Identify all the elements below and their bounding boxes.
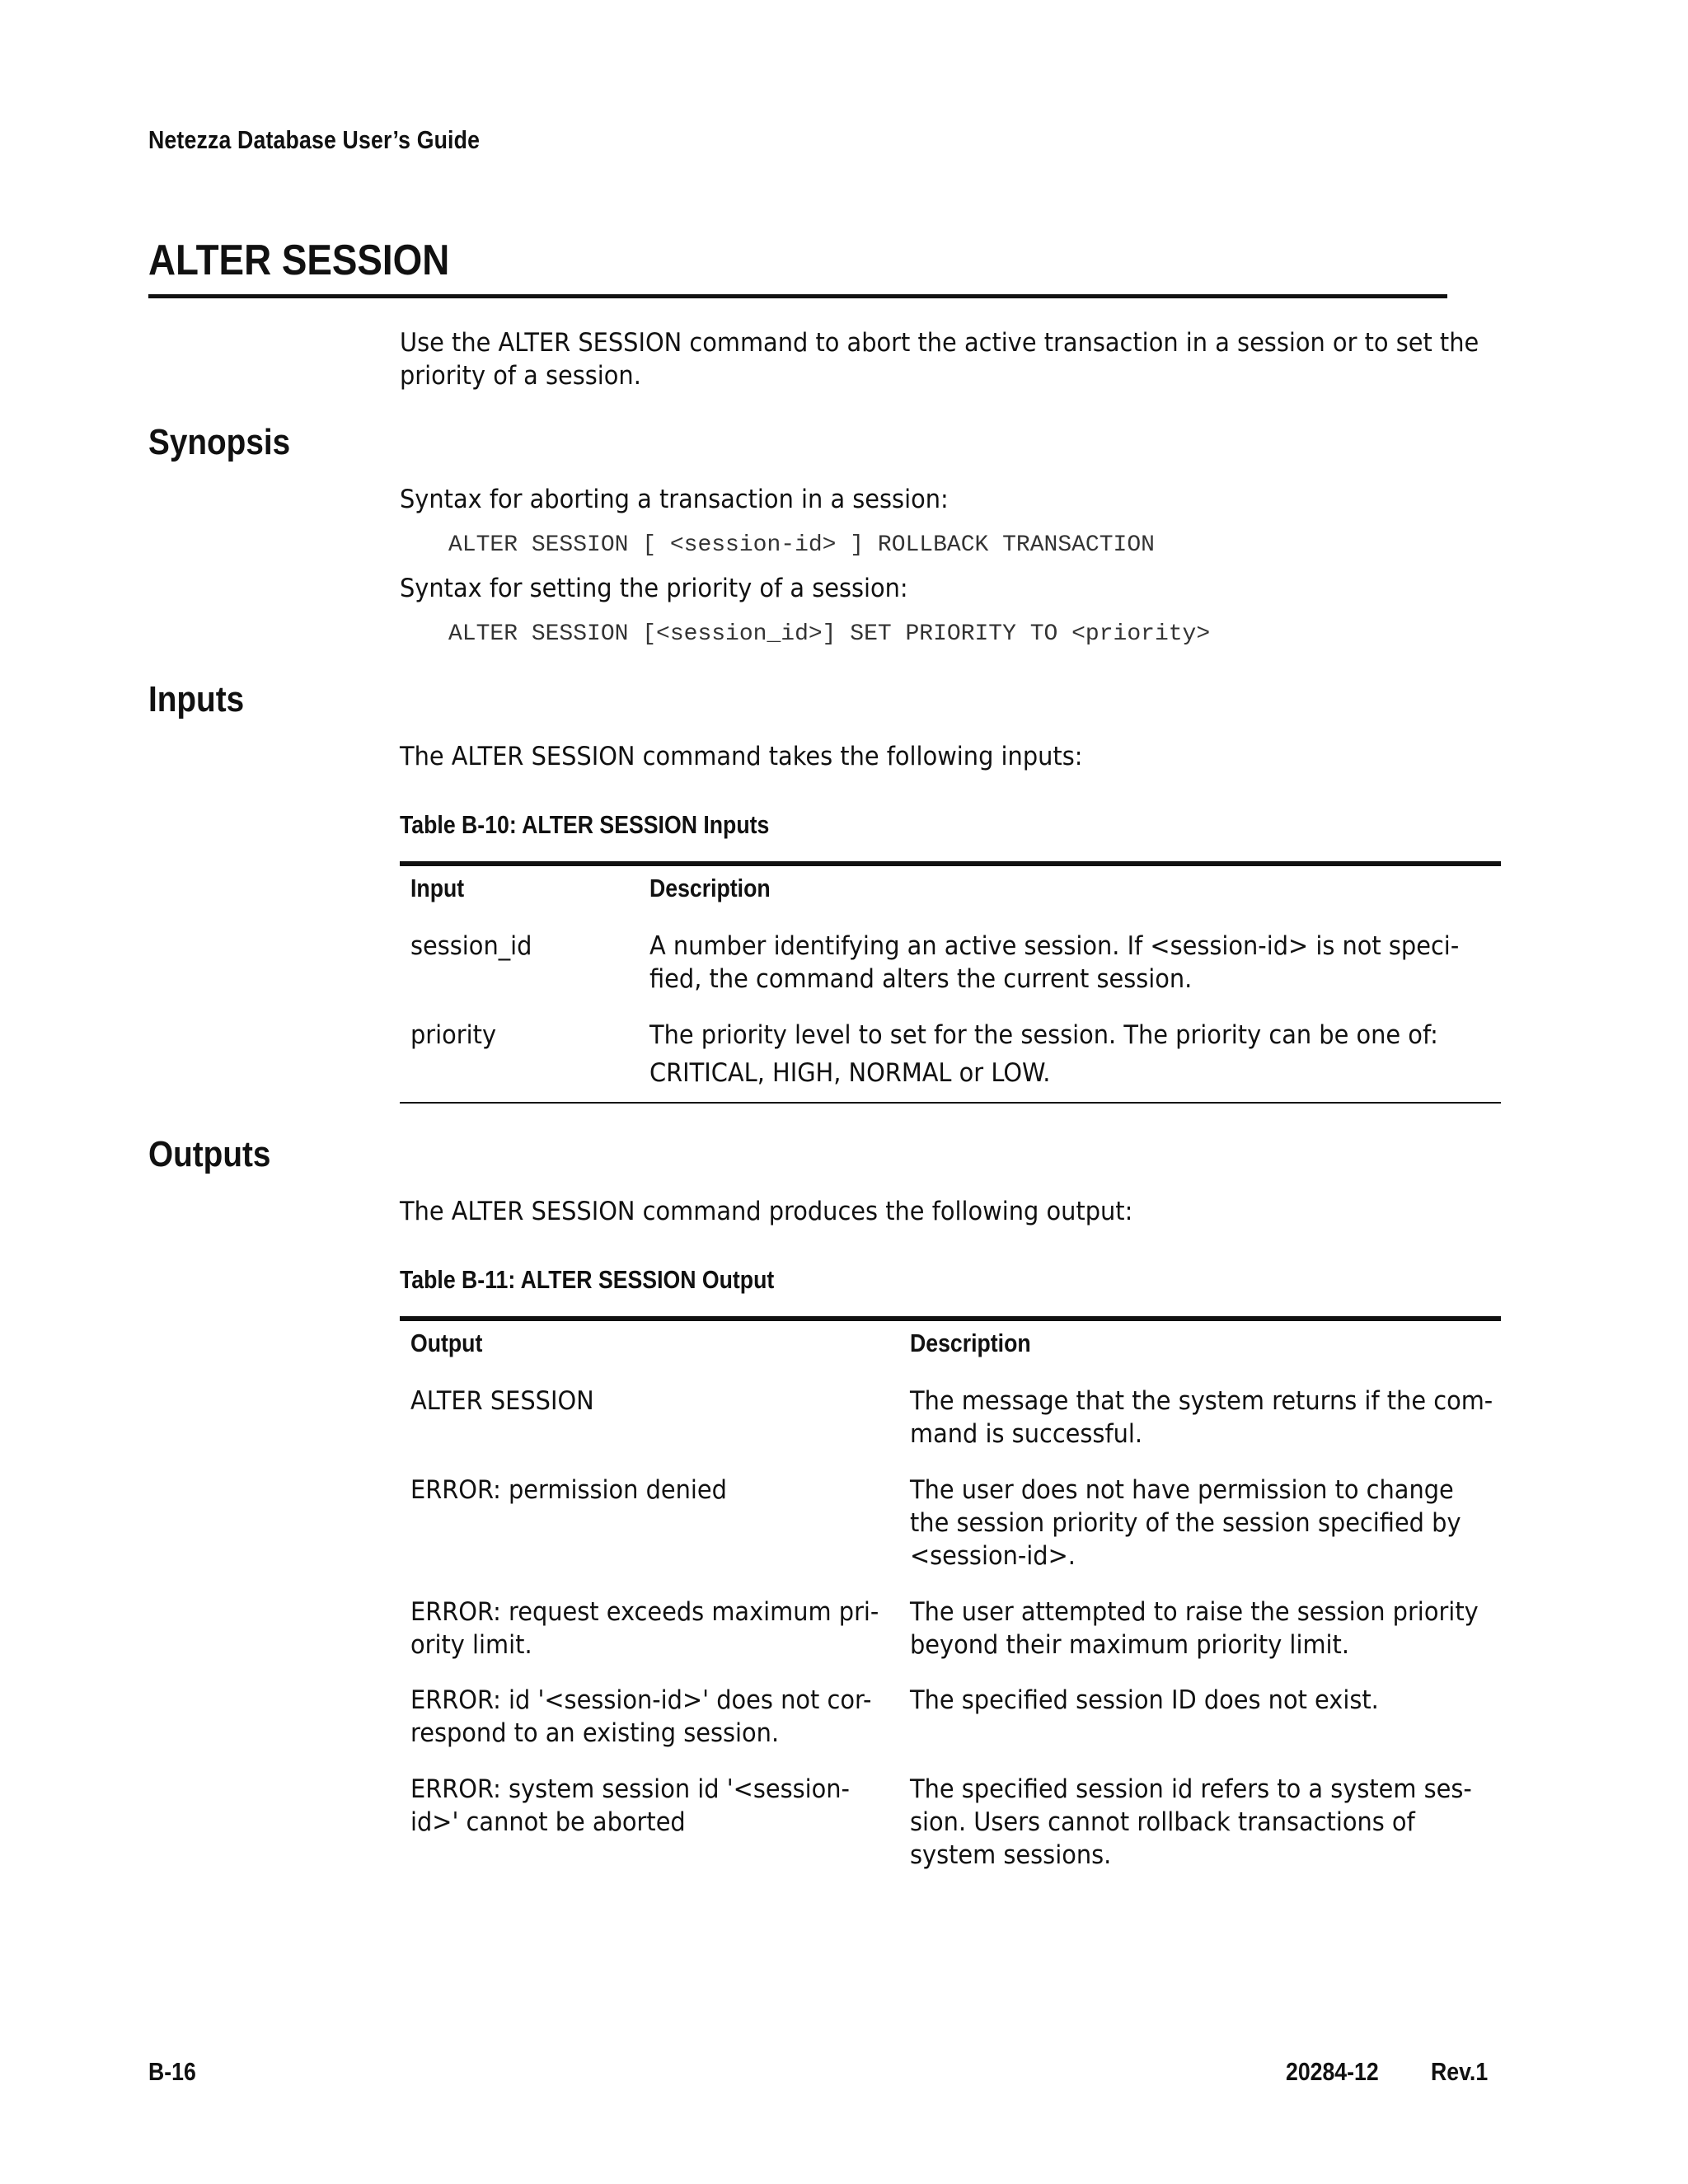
output-message: ERROR: id '<session-id>' does not cor- respond to an existing session. <box>410 1685 872 1748</box>
synopsis-abort-label: Syntax for aborting a transaction in a session: <box>400 485 949 514</box>
doc-number: 20284-12 <box>1286 2057 1379 2086</box>
outputs-intro: The ALTER SESSION command produces the following output: <box>400 1197 1133 1226</box>
outputs-col-output: Output <box>410 1329 483 1357</box>
input-name: session_id <box>410 931 532 961</box>
output-message: ALTER SESSION <box>410 1386 594 1416</box>
intro-line: Use the ALTER SESSION command to abort the active transaction in a session or to set the <box>400 328 1479 358</box>
intro-paragraph <box>400 326 1479 392</box>
output-description: The message that the system returns if the com- mand is successful. <box>910 1386 1493 1449</box>
input-name: priority <box>410 1020 497 1050</box>
output-description: The user does not have permission to change the session priority of the session specified by <session-id>. <box>910 1475 1461 1571</box>
intro-line: priority of a session. <box>400 361 641 391</box>
title-rule <box>148 294 1447 298</box>
outputs-heading: Outputs <box>148 1134 271 1174</box>
inputs-heading: Inputs <box>148 679 245 719</box>
output-message: ERROR: permission denied <box>410 1475 727 1505</box>
page-number: B-16 <box>148 2057 196 2086</box>
synopsis-abort-code: ALTER SESSION [ <session-id> ] ROLLBACK TRANSACTION <box>448 532 1155 558</box>
output-description: The user attempted to raise the session priority beyond their maximum priority limit. <box>910 1597 1479 1660</box>
running-header: Netezza Database User’s Guide <box>148 125 481 154</box>
revision: Rev.1 <box>1431 2057 1489 2086</box>
page-title: ALTER SESSION <box>148 237 450 284</box>
inputs-col-description: Description <box>649 874 771 902</box>
output-description: The specified session ID does not exist. <box>910 1685 1379 1715</box>
synopsis-priority-label: Syntax for setting the priority of a session: <box>400 574 908 603</box>
output-description: The specified session id refers to a system ses- sion. Users cannot rollback transactions of system sessions. <box>910 1774 1472 1870</box>
table-top-rule <box>400 1316 1501 1321</box>
input-description: A number identifying an active session. If <session-id> is not speci- fied, the command alters the current session. <box>649 931 1460 994</box>
table-bottom-rule <box>400 1102 1501 1104</box>
synopsis-priority-code: ALTER SESSION [<session_id>] SET PRIORITY TO <priority> <box>448 621 1211 647</box>
outputs-table-caption: Table B-11: ALTER SESSION Output <box>400 1265 775 1294</box>
synopsis-heading: Synopsis <box>148 422 291 462</box>
inputs-intro: The ALTER SESSION command takes the following inputs: <box>400 742 1083 771</box>
output-message: ERROR: system session id '<session- id>' cannot be aborted <box>410 1774 850 1837</box>
table-top-rule <box>400 861 1501 866</box>
input-description: The priority level to set for the session. The priority can be one of: CRITICAL, HIGH, NORMAL or LOW. <box>649 1020 1438 1088</box>
output-message: ERROR: request exceeds maximum pri- ority limit. <box>410 1597 879 1660</box>
inputs-col-input: Input <box>410 874 465 902</box>
inputs-table-caption: Table B-10: ALTER SESSION Inputs <box>400 810 770 839</box>
outputs-col-description: Description <box>910 1329 1031 1357</box>
